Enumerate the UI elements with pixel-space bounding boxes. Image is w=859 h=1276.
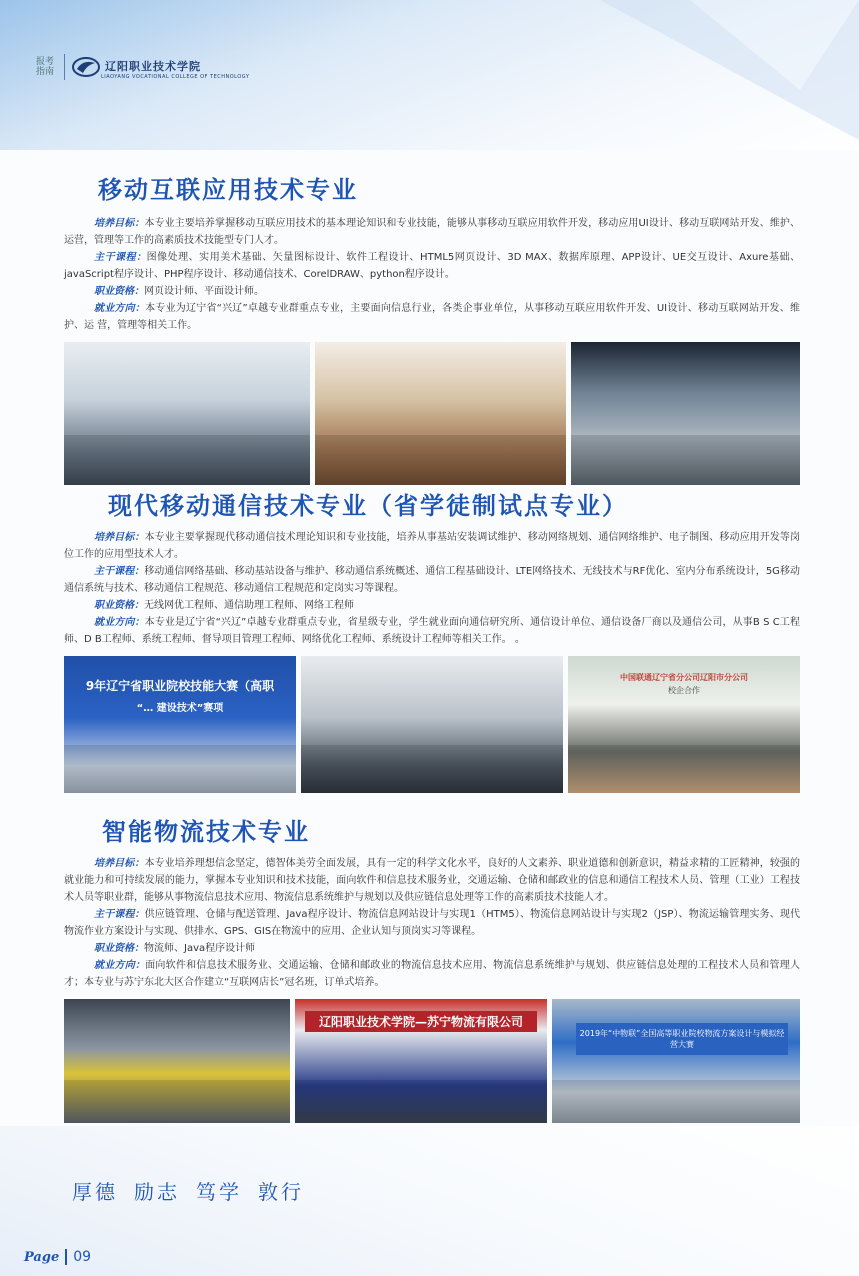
page-footer [24, 1249, 91, 1265]
competition-banner: 9年辽宁省职业院校技能大赛（高职 [85, 679, 275, 693]
header-divider [64, 54, 65, 80]
computer-room-photo [571, 342, 800, 485]
motto-word: 敦行 [258, 1180, 304, 1204]
cooperation-sign: 中国联通辽宁省分公司辽阳市分公司 校企合作 [620, 673, 748, 695]
section-mobile-internet [64, 170, 800, 485]
section-item: 职业资格：无线网优工程师、通信助理工程师、网络工程师 [94, 600, 354, 611]
section-item: 就业方向：本专业为辽宁省“兴辽”卓越专业群重点专业，主要面向信息行业，各类企事业单位，从事移动互联应用软件开发、UI设计、移动互联网站开发、维护、运 营，管理等相关工作。 [64, 303, 801, 331]
section-title: 移动互联应用技术专业 [98, 176, 358, 204]
photo-row [64, 342, 800, 485]
competition-photo [64, 656, 296, 793]
photo-row [64, 999, 800, 1123]
lab-photo [64, 342, 310, 485]
section-mobile-communication [64, 486, 800, 793]
section-item: 职业资格：物流师、Java程序设计师 [94, 943, 256, 954]
section-item: 培养目标：本专业培养理想信念坚定，德智体美劳全面发展，具有一定的科学文化水平，良好的人文素养、职业道德和创新意识，精益求精的工匠精神，较强的就业能力和可持续发展的能力，掌握本专业知识和技术技能，面向软件和信息技术服务业，交通运输、仓储和邮政业的信息和通信工程技术人员、管理（工业）工程技术人员等职业群，能够从事物流信息技术应用、物流信息系统维护与规划以及供应链信息处理等工作的高素质技术技能人才。 [64, 858, 801, 903]
classroom-photo [315, 342, 566, 485]
section-item: 就业方向：本专业是辽宁省“兴辽”卓越专业群重点专业，省星级专业，学生就业面向通信研究所、通信设计单位、通信设备厂商以及通信公司，从事B S C工程师、D B工程师、系统工程师、督导项目管理工程师、网络优化工程师、系统设计工程师等相关工作。 。 [64, 617, 800, 645]
section-item: 主干课程：移动通信网络基础、移动基站设备与维护、移动通信系统概述、通信工程基础设计、LTE网络技术、无线技术与RF优化、室内分布系统设计，5G移动通信系统与技术、移动通信工程规范、移动通信工程规范和定岗实习等课程。 [64, 566, 801, 594]
guide-label: 报考指南 [36, 57, 55, 77]
school-motto [72, 1176, 320, 1205]
section-item: 主干课程：供应链管理、仓储与配送管理、Java程序设计、物流信息网站设计与实现1（HTM5）、物流信息网站设计与实现2（JSP）、物流运输管理实务、现代物流作业方案设计与实现、供排水、GPS、GIS在物流中的应用、企业认知与顶岗实习等课程。 [64, 909, 801, 937]
competition-banner-sub: “… 建设技术”赛项 [136, 703, 224, 714]
suning-class-photo [295, 999, 547, 1123]
section-title: 智能物流技术专业 [102, 818, 310, 846]
school-name-block [101, 55, 249, 80]
decorative-triangles [600, 0, 859, 140]
section-item: 主干课程：图像处理、实用美术基础、矢量图标设计、软件工程设计、HTML5网页设计、3D MAX、数据库原理、APP设计、UE交互设计、Axure基础、javaScript程序设计、PHP程序设计、移动通信技术、CorelDRAW、python程序设计。 [64, 252, 800, 280]
page-label: Page [24, 1249, 60, 1265]
page-header [36, 52, 249, 82]
logistics-competition-banner: 2019年“中物联”全国高等职业院校物流方案设计与模拟经营大赛 [576, 1023, 788, 1055]
logistics-competition-photo [552, 999, 800, 1123]
section-item: 培养目标：本专业主要掌握现代移动通信技术理论知识和专业技能，培养从事基站安装调试维护、移动网络规划、通信网络维护、电子制图、移动应用开发等岗位工作的应用型技术人才。 [64, 532, 801, 560]
section-item: 培养目标：本专业主要培养掌握移动互联应用技术的基本理论知识和专业技能，能够从事移动互联应用软件开发，移动应用UI设计、移动互联网站开发、维护、运营，管理等工作的高素质技术技能型专门人才。 [64, 218, 800, 246]
section-item: 职业资格：网页设计师、平面设计师。 [94, 286, 264, 297]
photo-row [64, 656, 800, 793]
motto-word: 笃学 [196, 1180, 242, 1204]
motto-word: 厚德 [72, 1180, 118, 1204]
page-number: 09 [73, 1249, 92, 1265]
cooperation-ceremony-photo [568, 656, 800, 793]
training-room-photo [301, 656, 563, 793]
motto-word: 励志 [134, 1180, 180, 1204]
suning-banner: 辽阳职业技术学院—苏宁物流有限公司 [305, 1011, 537, 1032]
school-name-en: LIAOYANG VOCATIONAL COLLEGE OF TECHNOLOGY [101, 73, 250, 80]
section-item: 就业方向：面向软件和信息技术服务业、交通运输、仓储和邮政业的物流信息技术应用、物流信息系统维护与规划、供应链信息处理的工程技术人员和管理人才；本专业与苏宁东北大区合作建立“互联网店长”冠名班，订单式培养。 [64, 960, 801, 988]
school-name: 辽阳职业技术学院 [105, 59, 201, 73]
footer-divider [65, 1249, 67, 1265]
school-logo-icon [71, 55, 101, 79]
section-title: 现代移动通信技术专业（省学徒制试点专业） [108, 492, 628, 520]
section-smart-logistics [64, 812, 800, 1123]
warehouse-photo [64, 999, 290, 1123]
